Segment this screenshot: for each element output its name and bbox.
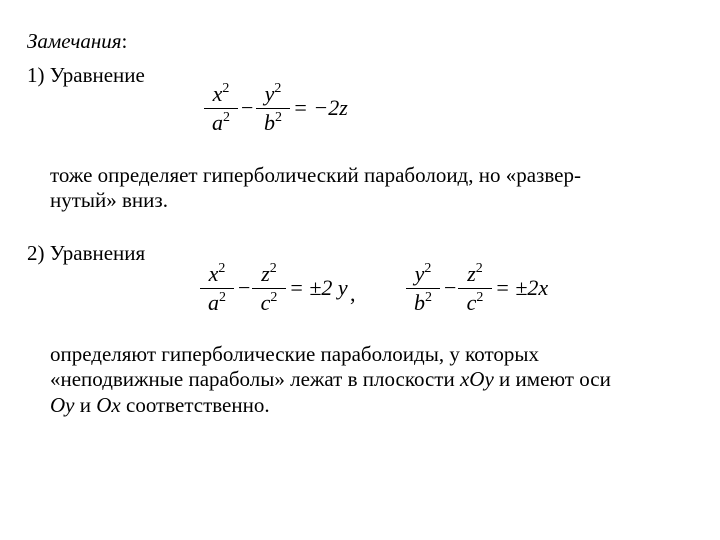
eq3-frac-y-b bbox=[406, 262, 440, 315]
eq3-minus: − bbox=[444, 275, 457, 300]
eq2-den1: a bbox=[208, 290, 219, 315]
item2-text-line3 bbox=[50, 392, 270, 418]
eq1-den2-exp: 2 bbox=[275, 110, 282, 125]
eq1-num1: x bbox=[212, 81, 223, 106]
item2-axis-ox: Ox bbox=[96, 393, 121, 417]
heading-colon: : bbox=[121, 29, 128, 53]
item2-text-line3-d: соответственно. bbox=[120, 393, 270, 417]
eq3-rhs: = ±2x bbox=[495, 275, 549, 300]
item2-text-line2-c: и имеют оси bbox=[493, 367, 611, 391]
eq2-den2-exp: 2 bbox=[270, 290, 278, 305]
eq2-den1-exp: 2 bbox=[219, 290, 226, 305]
heading-text: Замечания bbox=[27, 29, 122, 53]
heading bbox=[27, 28, 127, 54]
item2-text-line2-a: «неподвижные параболы» лежат в плоскости bbox=[50, 367, 460, 391]
eq1-den1: a bbox=[212, 110, 223, 135]
eq2-den2: c bbox=[260, 290, 271, 315]
item1-label: 1) Уравнение bbox=[27, 63, 145, 87]
eq3-den1: b bbox=[414, 290, 425, 315]
eq2-frac-x-a bbox=[200, 262, 234, 315]
item2-label: 2) Уравнения bbox=[27, 241, 146, 265]
item1-text-line1: тоже определяет гиперболический параболоид, но «развер- bbox=[50, 163, 581, 187]
eq3-num2-exp: 2 bbox=[475, 261, 483, 276]
eq1-frac-y-b bbox=[256, 82, 290, 135]
eq1-num2: y bbox=[264, 81, 275, 106]
eq2-rhs: = ±2 y bbox=[289, 275, 348, 300]
eq2-num2: z bbox=[261, 261, 270, 286]
eq2-separator: , bbox=[350, 281, 356, 306]
item2-text-line1: определяют гиперболические параболоиды, у которых bbox=[50, 342, 539, 366]
item1-text-line2: нутый» вниз. bbox=[50, 188, 168, 212]
eq1-num1-exp: 2 bbox=[222, 81, 230, 96]
eq3-num2: z bbox=[467, 261, 476, 286]
eq3-den1-exp: 2 bbox=[425, 290, 432, 305]
item2-text-line3-b: и bbox=[74, 393, 97, 417]
eq1-num2-exp: 2 bbox=[274, 81, 282, 96]
item2-text-line2 bbox=[50, 366, 611, 392]
eq2-frac-z-c bbox=[252, 262, 286, 315]
eq2-minus: − bbox=[238, 275, 251, 300]
eq3-num1-exp: 2 bbox=[424, 261, 432, 276]
eq3-num1: y bbox=[414, 261, 425, 286]
eq2-num1: x bbox=[208, 261, 219, 286]
eq1-rhs: = −2z bbox=[293, 95, 348, 120]
eq3-den2: c bbox=[466, 290, 477, 315]
eq1-den2: b bbox=[264, 110, 275, 135]
eq1-frac-x-a bbox=[204, 82, 238, 135]
eq3-frac-z-c bbox=[458, 262, 492, 315]
eq1-minus: − bbox=[241, 95, 254, 120]
eq2-num2-exp: 2 bbox=[269, 261, 277, 276]
eq2-num1-exp: 2 bbox=[218, 261, 226, 276]
eq1-den1-exp: 2 bbox=[223, 110, 230, 125]
eq3-den2-exp: 2 bbox=[476, 290, 484, 305]
item2-plane-xoy: xOy bbox=[459, 367, 494, 391]
item2-axis-oy: Oy bbox=[50, 393, 75, 417]
